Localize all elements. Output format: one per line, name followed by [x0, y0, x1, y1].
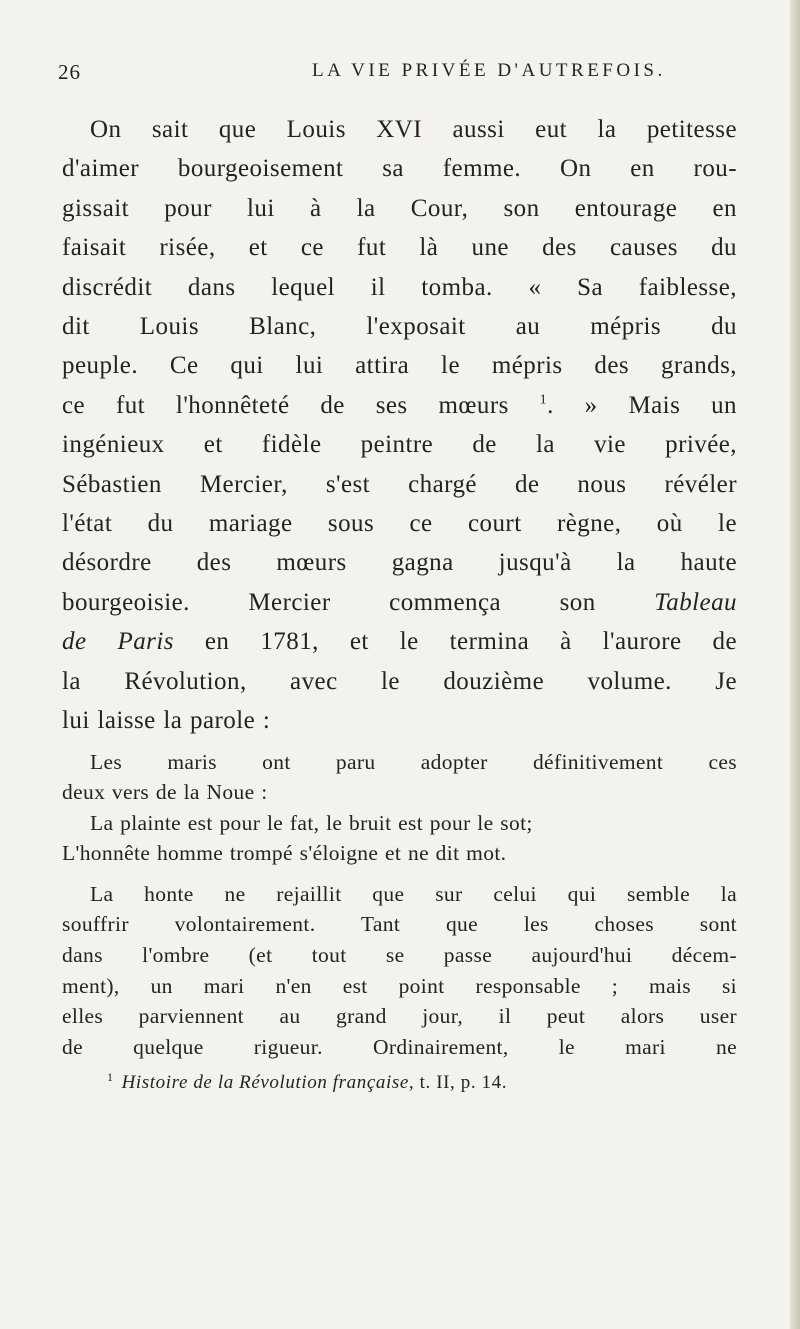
text-line: peuple. Ce qui lui attira le mépris des grands, [62, 352, 737, 380]
text-line: ingénieux et fidèle peintre de la vie privée, [62, 431, 737, 459]
verse-line: L'honnête homme trompé s'éloigne et ne dit mot. [62, 841, 507, 866]
quote-line: ment), un mari n'en est point responsable ; mais si [62, 973, 737, 998]
text-segment: ce fut l'honnêteté de ses mœurs [62, 391, 509, 419]
italic-title: Tableau [654, 588, 738, 616]
footnote-title: Histoire de la Révolution française, [121, 1072, 415, 1094]
verse-line: La plainte est pour le fat, le bruit est pour le sot; [90, 810, 533, 835]
text-line: d'aimer bourgeoisement sa femme. On en rou- [62, 155, 737, 183]
text-line [62, 583, 737, 622]
running-head [58, 60, 737, 90]
footnote-mark: 1 [107, 1070, 114, 1085]
text-line: la Révolution, avec le douzième volume. Je [62, 667, 737, 695]
text-line [62, 386, 737, 425]
quote-line: souffrir volontairement. Tant que les choses sont [62, 912, 737, 937]
text-segment: en 1781, et le termina à l'aurore de [204, 628, 738, 656]
italic-title: de Paris [62, 628, 174, 656]
running-title: LA VIE PRIVÉE D'AUTREFOIS. [312, 60, 666, 81]
text-line: Sébastien Mercier, s'est chargé de nous révéler [62, 470, 737, 498]
page-number: 26 [58, 60, 81, 84]
quote-line: deux vers de la Noue : [62, 780, 268, 805]
text-line [62, 622, 737, 661]
text-line: dit Louis Blanc, l'exposait au mépris du [62, 313, 737, 341]
text-segment: . » Mais un [547, 391, 738, 419]
text-line: désordre des mœurs gagna jusqu'à la haute [62, 549, 737, 577]
quote-line: La honte ne rejaillit que sur celui qui semble la [90, 881, 737, 906]
text-line: gissait pour lui à la Cour, son entourage en [62, 194, 737, 222]
quotation-block [62, 747, 737, 1063]
quote-line: Les maris ont paru adopter définitivement ces [90, 749, 737, 774]
footnote-reference: 1 [539, 392, 548, 408]
book-page [58, 60, 738, 1094]
quote-line: de quelque rigueur. Ordinairement, le mari ne [62, 1034, 737, 1059]
text-line: l'état du mariage sous ce court règne, où le [62, 510, 737, 538]
footnote [62, 1072, 737, 1094]
main-paragraph [62, 110, 737, 741]
text-line: discrédit dans lequel il tomba. « Sa faiblesse, [62, 273, 737, 301]
text-line: On sait que Louis XVI aussi eut la petitesse [90, 116, 737, 143]
quote-line: dans l'ombre (et tout se passe aujourd'hui décem- [62, 943, 737, 968]
quote-line: elles parviennent au grand jour, il peut alors user [62, 1004, 737, 1029]
text-segment: bourgeoisie. Mercier commença son [62, 588, 596, 616]
page-edge [790, 0, 800, 1329]
text-line: lui laisse la parole : [62, 707, 271, 735]
text-line: faisait risée, et ce fut là une des causes du [62, 234, 737, 262]
footnote-reference-text: t. II, p. 14. [419, 1072, 508, 1094]
